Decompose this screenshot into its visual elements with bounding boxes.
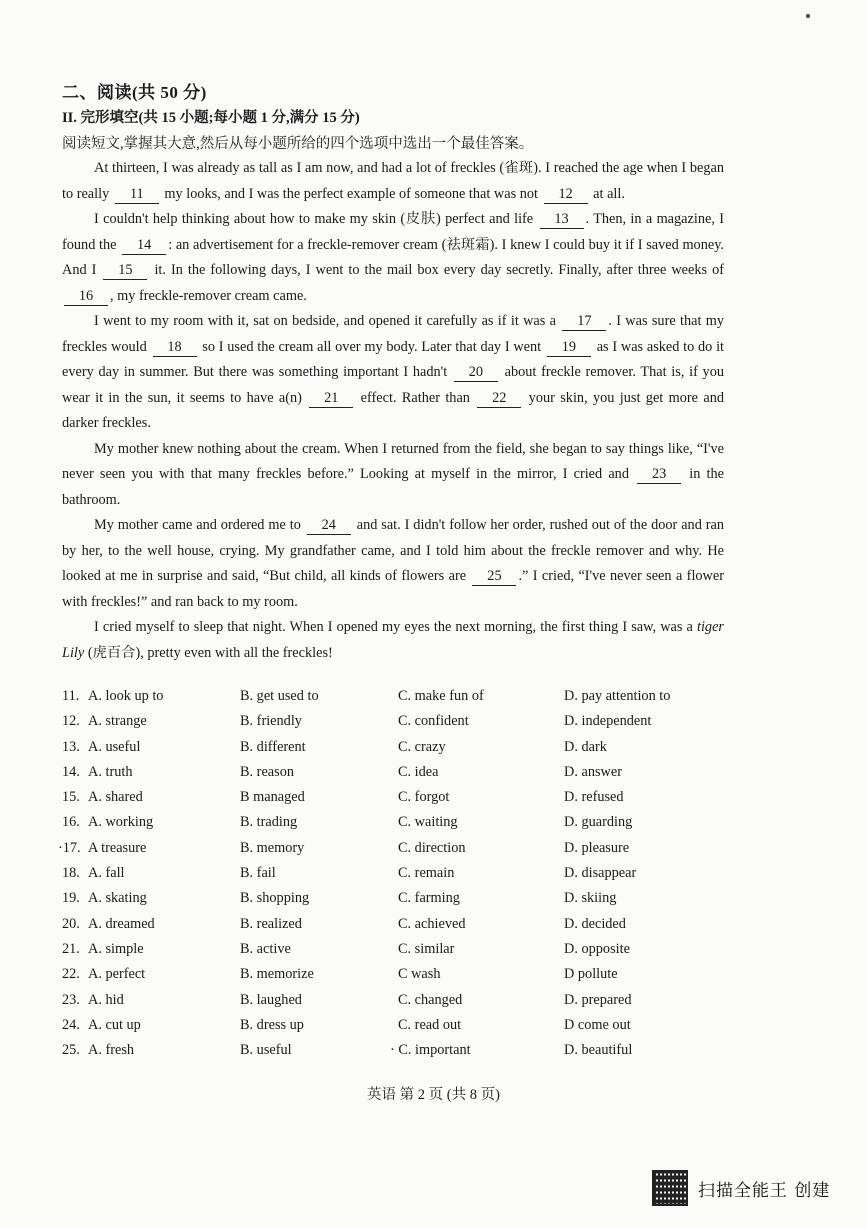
option-a: A. useful xyxy=(88,738,141,755)
cloze-passage xyxy=(62,156,724,666)
option-b: B. dress up xyxy=(240,1016,304,1033)
passage-paragraph: I couldn't help thinking about how to make my skin (皮肤) perfect and life 13 . Then, in a magazine, I found the 14 : an advertisement for a freckle-remover cream (祛斑霜). I knew I could buy it if I saved money. And I 15 it. In the following days, I went to the mail box every day secretly. Finally, after three weeks of 16 , my freckle-remover cream came. xyxy=(62,211,725,304)
option-row xyxy=(62,1042,742,1067)
question-number: 23. xyxy=(62,991,80,1008)
blank-12: 12 xyxy=(544,186,588,204)
option-d: D. answer xyxy=(564,763,622,780)
option-d: D. decided xyxy=(564,915,626,932)
option-a: A. dreamed xyxy=(88,915,155,932)
option-b: B. laughed xyxy=(240,991,302,1008)
option-c: C. farming xyxy=(398,890,460,907)
question-number: 25. xyxy=(62,1042,80,1059)
option-c: C wash xyxy=(398,966,441,983)
option-row xyxy=(62,764,742,789)
option-row xyxy=(62,865,742,890)
blank-16: 16 xyxy=(64,288,108,306)
blank-21: 21 xyxy=(309,390,353,408)
question-number: 14. xyxy=(62,763,80,780)
option-row xyxy=(62,1017,742,1042)
option-row xyxy=(62,992,742,1017)
option-b: B. trading xyxy=(240,814,298,831)
option-row xyxy=(62,941,742,966)
option-d: D. pay attention to xyxy=(564,688,671,704)
option-c: C. remain xyxy=(398,865,455,882)
question-number: 15. xyxy=(62,789,80,806)
blank-15: 15 xyxy=(103,262,147,280)
option-a: A. working xyxy=(88,814,154,831)
option-a: A. hid xyxy=(88,991,124,1008)
option-d: D. prepared xyxy=(564,991,632,1008)
option-row xyxy=(62,814,742,839)
part-title: II. 完形填空(共 15 小题;每小题 1 分,满分 15 分) xyxy=(62,110,360,126)
blank-14: 14 xyxy=(122,237,166,255)
section-title: 二、阅读(共 50 分) xyxy=(62,83,207,102)
scan-speck xyxy=(806,14,810,18)
option-a: A. strange xyxy=(88,713,147,730)
passage-paragraph: I went to my room with it, sat on bedside, and opened it carefully as if it was a 17 . I was sure that my freckles would 18 so I used the cream all over my body. Later that day I went 19 as I was asked to do it every day in summer. But there was something important I hadn't 20 about freckle remover. That is, if you wear it in the sun, it seems to have a(n) 21 effect. Rather than 22 your skin, you just get more and darker freckles. xyxy=(62,313,725,431)
blank-25: 25 xyxy=(472,568,516,586)
option-a: A. perfect xyxy=(88,966,146,983)
option-b: B. reason xyxy=(240,763,294,780)
blank-11: 11 xyxy=(115,186,159,204)
instruction: 阅读短文,掌握其大意,然后从每小题所给的四个选项中选出一个最佳答案。 xyxy=(62,136,534,152)
option-a: A treasure xyxy=(88,839,147,856)
option-c: C. direction xyxy=(398,839,466,856)
option-b: B. memory xyxy=(240,839,305,856)
option-a: A. shared xyxy=(88,789,143,806)
passage-paragraph: I cried myself to sleep that night. When I opened my eyes the next morning, the first thing I saw, was a tiger Lily (虎百合), pretty even with all the freckles! xyxy=(62,619,724,661)
passage-paragraph: My mother knew nothing about the cream. When I returned from the field, she began to say things like, “I've never seen you with that many freckles before.” Looking at myself in the mirror, I cried and 23 in the bathroom. xyxy=(62,440,725,508)
option-a: A. cut up xyxy=(88,1016,141,1033)
passage-paragraph: At thirteen, I was already as tall as I am now, and had a lot of freckles (雀斑). I reached the age when I began to really 11 my looks, and I was the perfect example of someone that was not 12 at all. xyxy=(62,160,724,202)
blank-23: 23 xyxy=(637,466,681,484)
italic-term: tiger Lily xyxy=(62,619,724,661)
question-number: 12. xyxy=(62,713,80,730)
option-b: B. shopping xyxy=(240,890,310,907)
question-number: 16. xyxy=(62,814,80,831)
option-d: D. skiing xyxy=(564,890,617,907)
blank-13: 13 xyxy=(540,211,584,229)
option-c: C. forgot xyxy=(398,789,450,806)
question-number: ·17. xyxy=(58,839,81,856)
option-c: C. changed xyxy=(398,991,463,1008)
option-row xyxy=(62,916,742,941)
option-a: A. fall xyxy=(88,865,125,882)
option-c: C. waiting xyxy=(398,814,458,831)
option-b: B. memorize xyxy=(240,966,314,983)
option-b: B. useful xyxy=(240,1042,292,1059)
option-d: D. pleasure xyxy=(564,839,630,856)
option-d: D. disappear xyxy=(564,865,637,882)
option-c: C. achieved xyxy=(398,915,466,932)
question-number: 11. xyxy=(62,688,80,704)
answer-options xyxy=(58,688,742,1067)
blank-18: 18 xyxy=(153,339,197,357)
question-number: 24. xyxy=(62,1016,80,1033)
scanner-watermark-text: 扫描全能王 创建 xyxy=(698,1180,831,1201)
option-a: A. truth xyxy=(88,763,133,780)
option-b: B. fail xyxy=(240,865,276,882)
option-a: A. simple xyxy=(88,940,144,957)
scanner-watermark xyxy=(652,1170,830,1206)
option-row xyxy=(62,739,742,764)
option-d: D come out xyxy=(564,1016,631,1033)
option-row xyxy=(62,966,742,991)
option-b: B. different xyxy=(240,738,306,755)
option-b: B managed xyxy=(240,789,305,806)
option-c: C. similar xyxy=(398,940,455,957)
option-c: C. idea xyxy=(398,763,439,780)
blank-20: 20 xyxy=(454,364,498,382)
option-d: D. refused xyxy=(564,789,624,806)
option-d: D. beautiful xyxy=(564,1042,633,1059)
option-row xyxy=(62,789,742,814)
blank-19: 19 xyxy=(547,339,591,357)
question-number: 18. xyxy=(62,865,80,882)
blank-17: 17 xyxy=(562,313,606,331)
question-number: 22. xyxy=(62,966,80,983)
option-d: D. independent xyxy=(564,713,652,730)
option-row xyxy=(62,890,742,915)
option-row xyxy=(58,839,742,865)
question-number: 13. xyxy=(62,738,80,755)
question-number: 19. xyxy=(62,890,80,907)
qr-code-icon xyxy=(652,1170,688,1206)
option-a: A. fresh xyxy=(88,1042,135,1059)
option-row xyxy=(62,713,742,738)
question-number: 21. xyxy=(62,940,80,957)
option-c: · C. important xyxy=(390,1042,471,1059)
option-d: D. opposite xyxy=(564,940,630,957)
option-b: B. get used to xyxy=(240,688,319,704)
option-a: A. look up to xyxy=(88,688,164,704)
blank-24: 24 xyxy=(307,517,351,535)
option-c: C. read out xyxy=(398,1016,462,1033)
option-a: A. skating xyxy=(88,890,147,907)
option-d: D pollute xyxy=(564,966,618,983)
option-c: C. make fun of xyxy=(398,688,484,704)
option-c: C. crazy xyxy=(398,738,446,755)
option-c: C. confident xyxy=(398,713,469,730)
option-d: D. guarding xyxy=(564,814,633,831)
option-d: D. dark xyxy=(564,738,607,755)
option-row xyxy=(62,688,742,713)
page-footer: 英语 第 2 页 (共 8 页) xyxy=(367,1087,500,1103)
option-b: B. realized xyxy=(240,915,302,932)
blank-22: 22 xyxy=(477,390,521,408)
passage-paragraph: My mother came and ordered me to 24 and sat. I didn't follow her order, rushed out of the door and ran by her, to the well house, crying. My grandfather came, and I told him about the freckle remover and why. He looked at me in surprise and said, “But child, all kinds of flowers are 25 .” I cried, “I've never seen a flower with freckles!” and ran back to my room. xyxy=(62,517,725,610)
option-b: B. friendly xyxy=(240,713,302,730)
option-b: B. active xyxy=(240,940,291,957)
question-number: 20. xyxy=(62,915,80,932)
